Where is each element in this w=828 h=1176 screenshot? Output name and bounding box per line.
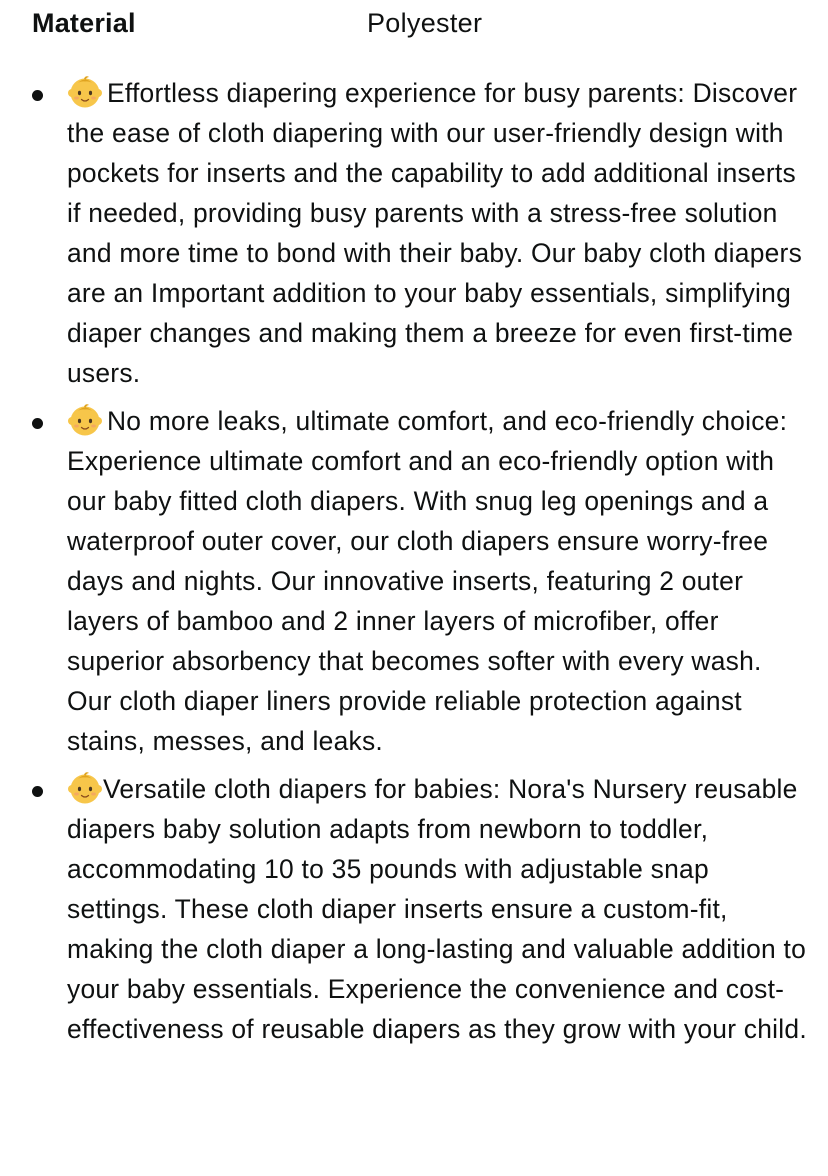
baby-face-icon [67,770,103,806]
feature-bullet-text: No more leaks, ultimate comfort, and eco-friendly choice: Experience ultimate comfort and an eco-friendly option with our baby fitted cloth diapers. With snug leg openings and a waterproof outer cover, our cloth diapers ensure worry-free days and nights. Our innovative inserts, featuring 2 outer layers of bamboo and 2 inner layers of microfiber, offer superior absorbency that becomes softer with every wash. Our cloth diaper liners provide reliable protection against stains, messes, and leaks. [67,406,788,756]
feature-bullet-list [0,73,828,1057]
feature-bullet-text: Versatile cloth diapers for babies: Nora's Nursery reusable diapers baby solution adapts from newborn to toddler, accommodating 10 to 35 pounds with adjustable snap settings. These cloth diaper inserts ensure a custom-fit, making the cloth diaper a long-lasting and valuable addition to your baby essentials. Experience the convenience and cost-effectiveness of reusable diapers as they grow with your child. [67,774,807,1044]
feature-bullet [0,769,828,1049]
bullet-dot [32,418,43,429]
bullet-dot [32,786,43,797]
spec-value-material: Polyester [367,8,483,38]
feature-bullet-text: Effortless diapering experience for busy parents: Discover the ease of cloth diapering with our user-friendly design with pockets for inserts and the capability to add additional inserts if needed, providing busy parents with a stress-free solution and more time to bond with their baby. Our baby cloth diapers are an Important addition to your baby essentials, simplifying diaper changes and making them a breeze for even first-time users. [67,78,803,388]
feature-bullet [0,401,828,761]
baby-face-icon [67,402,103,438]
product-spec-row [0,0,828,48]
bullet-dot [32,90,43,101]
baby-face-icon [67,74,103,110]
spec-label-material: Material [32,8,136,38]
feature-bullet [0,73,828,393]
